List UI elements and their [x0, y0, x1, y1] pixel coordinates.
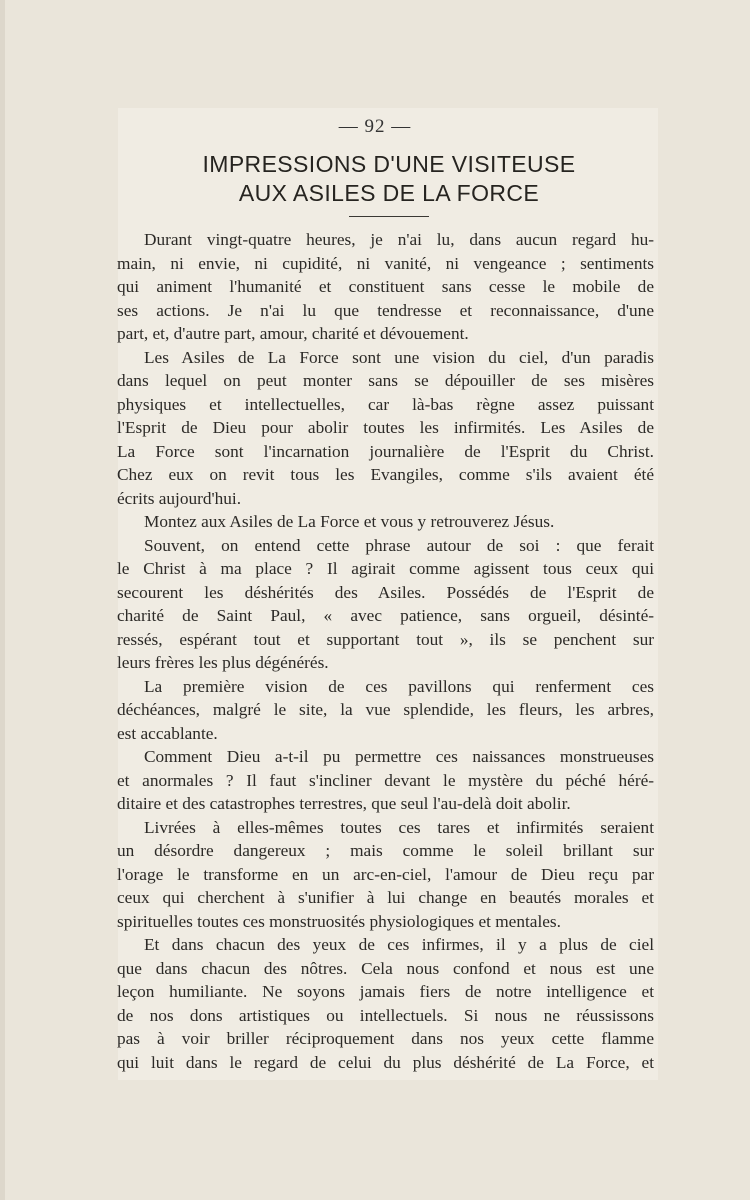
body-line: La Force sont l'incarnation journalière de l'Esprit du Christ.: [117, 441, 654, 461]
body-line: Souvent, on entend cette phrase autour de soi : que ferait: [144, 535, 654, 555]
body-line: main, ni envie, ni cupidité, ni vanité, ni vengeance ; sentiments: [117, 253, 654, 273]
body-line: écrits aujourd'hui.: [117, 488, 242, 508]
body-line: l'orage le transforme en un arc-en-ciel, l'amour de Dieu reçu par: [117, 864, 654, 884]
body-line: déchéances, malgré le site, la vue splendide, les fleurs, les arbres,: [117, 700, 654, 719]
title-line-1: IMPRESSIONS D'UNE VISITEUSE: [202, 151, 576, 177]
body-line: pas à voir briller réciproquement dans nos yeux cette flamme: [117, 1029, 654, 1048]
body-line: Durant vingt-quatre heures, je n'ai lu, dans aucun regard hu-: [144, 230, 654, 249]
body-line: ditaire et des catastrophes terrestres, que seul l'au-delà doit abolir.: [117, 794, 571, 813]
body-line: Livrées à elles-mêmes toutes ces tares et infirmités seraient: [144, 817, 654, 837]
body-line: qui luit dans le regard de celui du plus déshérité de La Force, et: [117, 1052, 654, 1072]
page-number: — 92 —: [338, 116, 412, 137]
body-line: que dans chacun des nôtres. Cela nous confond et nous est une: [117, 958, 654, 978]
body-line: La première vision de ces pavillons qui renferment ces: [144, 676, 654, 696]
body-line: leurs frères les plus dégénérés.: [117, 653, 329, 672]
body-line: l'Esprit de Dieu pour abolir toutes les infirmités. Les Asiles de: [117, 418, 654, 437]
body-line: le Christ à ma place ? Il agirait comme agissent tous ceux qui: [117, 559, 654, 578]
body-line: leçon humiliante. Ne soyons jamais fiers de notre intelligence et: [117, 982, 654, 1001]
body-line: ses actions. Je n'ai lu que tendresse et reconnaissance, d'une: [117, 300, 654, 320]
body-line: secourent les déshérités des Asiles. Possédés de l'Esprit de: [117, 582, 654, 602]
body-line: de nos dons artistiques ou intellectuels. Si nous ne réussissons: [117, 1005, 654, 1025]
article-title: [0, 150, 750, 208]
body-line: est accablante.: [117, 723, 218, 743]
body-line: ceux qui cherchent à s'unifier à lui change en beautés morales et: [117, 888, 654, 907]
body-line: spirituelles toutes ces monstruosités physiologiques et mentales.: [117, 911, 561, 931]
body-line: Les Asiles de La Force sont une vision du ciel, d'un paradis: [144, 347, 654, 367]
body-line: Montez aux Asiles de La Force et vous y retrouverez Jésus.: [144, 512, 555, 531]
body-line: Chez eux on revit tous les Evangiles, comme s'ils avaient été: [117, 465, 654, 484]
body-line: Et dans chacun des yeux de ces infirmes, il y a plus de ciel: [144, 935, 654, 954]
title-line-2: AUX ASILES DE LA FORCE: [238, 180, 540, 206]
body-line: physiques et intellectuelles, car là-bas règne assez puissant: [117, 394, 654, 414]
body-line: ressés, espérant tout et supportant tout », ils se penchent sur: [117, 629, 654, 649]
body-line: dans lequel on peut monter sans se dépouiller de ses misères: [117, 371, 654, 390]
title-divider: [349, 216, 429, 217]
body-line: part, et, d'autre part, amour, charité et dévouement.: [117, 324, 469, 343]
article-body: [117, 228, 654, 1074]
body-line: un désordre dangereux ; mais comme le soleil brillant sur: [117, 841, 654, 860]
body-line: Comment Dieu a-t-il pu permettre ces naissances monstrueuses: [144, 747, 654, 766]
body-line: et anormales ? Il faut s'incliner devant le mystère du péché héré-: [117, 770, 654, 790]
body-line: charité de Saint Paul, « avec patience, sans orgueil, désinté-: [117, 606, 654, 625]
body-line: qui animent l'humanité et constituent sans cesse le mobile de: [117, 277, 654, 296]
